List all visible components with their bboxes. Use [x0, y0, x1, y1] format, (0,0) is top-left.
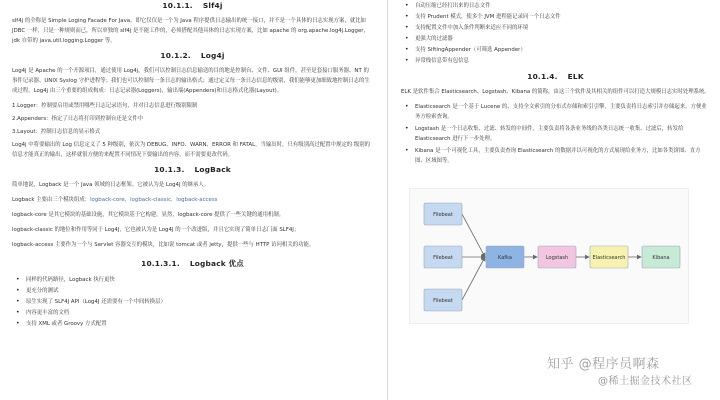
- list-item: • 异常栈信息带有包信息: [401, 56, 710, 66]
- kibana-node: [642, 246, 680, 268]
- logback-modules-list: logback-core，logback-classic，logback-access: [90, 197, 218, 203]
- diagram-node-label: Elasticsearch: [592, 255, 626, 261]
- elasticsearch-node: [590, 246, 628, 268]
- page-content: [0, 1, 387, 329]
- filebeat-node-3: [424, 289, 462, 311]
- kafka-node: [486, 246, 524, 268]
- diagram-node-label: Kafka: [498, 255, 512, 261]
- list-item: • 原生实现了 SLF4J API（Log4J 还需要有一个中间转换层）: [12, 297, 373, 307]
- list-item: • Kibana 是一个可视化工具，主要负责查询 Elasticsearch 的数据并以可视化的方式展现给业务方，比如各类饼图、直方图、区域图等。: [401, 146, 710, 166]
- list-item: • 同样的代码路径，Logback 执行更快: [12, 275, 373, 285]
- list-item: • 支持 SiftingAppender（可筛选 Appender）: [401, 45, 710, 55]
- logback-access-paragraph: logback-access 主要作为一个与 Servlet 容器交互的模块，比如说 tomcat 或者 jetty，提供一些与 HTTP 访问相关的功能。: [12, 242, 315, 248]
- section-heading-logback-advantages: 10.1.3.1. Logback 优点: [141, 259, 244, 268]
- section-heading-log4j: 10.1.2. Log4j: [160, 51, 225, 60]
- advantages-list: [12, 275, 373, 329]
- list-item: • 支持配置文件中加入条件判断来适应不同的环境: [401, 23, 710, 33]
- zhihu-watermark: 知乎 @程序员啊森: [547, 357, 660, 372]
- features-list: [401, 1, 710, 66]
- log4j-item-appenders: 2.Appenders：指定了日志将打印到控制台还是文件中: [12, 116, 144, 122]
- section-heading-elk: 10.1.4. ELK: [527, 72, 584, 81]
- diagram-node-label: Kibana: [652, 255, 670, 261]
- log4j-levels-paragraph: Log4j 中将要输出的 Log 信息定义了 5 种级别，依次为 DEBUG、INFO、WARN、ERROR 和 FATAL，当输出时，只有级别高过配置中规定的 级别的信息才能真正的输出，这样就很方便的来配置不同情况下要输出的内容，而不需要更改代码。: [12, 142, 371, 158]
- diagram-node-label: Filebeat: [433, 212, 453, 218]
- slf4j-paragraph: slf4j 的全称是 Simple Loging Facade For Java，即它仅仅是一个为 Java 程序提供日志输出的统一接口，并不是一个具体的日志实现方案，就比如 JDBC 一样，只是一种规则而已。所以单独的 slf4j 是不能工作的，必须搭配其他具体的日志实现方案，比如 apache 的 org.apache.log4j.Logger，jdk 自带的 java.util.logging.Logger 等。: [12, 18, 369, 44]
- diagram-arrow: [462, 214, 485, 257]
- document-page-right: [389, 0, 720, 400]
- page-content: [389, 1, 720, 166]
- filebeat-node-2: [424, 246, 462, 268]
- log4j-item-logger: 1.Logger：控制要启用或禁用哪些日志记录语句，并对日志信息进行级别限制: [12, 103, 198, 109]
- log4j-item-layout: 3.Layout：控制日志信息的显示格式: [12, 129, 101, 135]
- logback-modules: Logback 主要由三个模块组成：logback-core，logback-classic，logback-access: [12, 197, 218, 203]
- diagram-node-label: Logstash: [545, 255, 569, 261]
- logstash-node: [538, 246, 576, 268]
- log4j-paragraph: Log4j 是 Apache 的一个开源项目，通过使用 Log4j，我们可以控制日志信息输送的目的地是控制台、文件、GUI 组件，甚至是套接口服务器、NT 的事件记录器、UNIX Syslog 守护进程等；我们也可以控制每一条日志的输出格式；通过定义每一条日志信息的级别，我们能够更加细致地控制日志的生成过程。Log4j 由三个重要的组成构成：日志记录器(Loggers)，输出端(Appenders)和日志格式化器(Layout)。: [12, 68, 370, 94]
- diagram-arrow: [462, 257, 485, 300]
- elk-intro: ELK 是软件集合 Elasticsearch、Logstash、Kibana 的简称，由这三个软件及其相关的组件可以打造大规模日志实时处理系统。: [401, 89, 710, 95]
- list-item: • 内容更丰富的文档: [12, 308, 373, 318]
- logback-core-paragraph: logback-core 是其它模块的基础设施，其它模块基于它构建，显然，logback-core 提供了一些关键的通用机制。: [12, 212, 285, 218]
- list-item: • 支持 XML 或者 Groovy 方式配置: [12, 319, 373, 329]
- diagram-node-label: Filebeat: [433, 298, 453, 304]
- filebeat-node-1: [424, 203, 462, 225]
- diagram-canvas: [410, 189, 690, 325]
- section-heading-slf4j: 10.1.1. Slf4j: [162, 1, 223, 10]
- list-item: • Elasticsearch 是一个基于 Lucene 的、支持全文索引的分布式存储和索引引擎，主要负责将日志索引并存储起来，方便业务方检索查询。: [401, 102, 710, 122]
- list-item: • 支持 Prudent 模式，使多个 JVM 进程能记录同一个日志文件: [401, 12, 710, 22]
- diagram-node-label: Filebeat: [433, 255, 453, 261]
- logback-intro: 简单地说，Logback 是一个 Java 领域的日志框架。它被认为是 Log4J 的继承人。: [12, 182, 210, 188]
- elk-architecture-diagram: [409, 188, 689, 324]
- list-item: • 更充分的测试: [12, 286, 373, 296]
- elk-list: [401, 102, 710, 166]
- logback-classic-paragraph: logback-classic 的地位和作用等同于 Log4J，它也被认为是 Log4J 的一个改进版，并且它实现了简单日志门面 SLF4J；: [12, 227, 300, 233]
- list-item: • Logstash 是一个日志收集、过滤、转发的中间件，主要负责将各条业务线的各类日志统一收集、过滤后，转发给 Elasticsearch 进行下一步处理。: [401, 124, 710, 144]
- juejin-watermark: @稀土掘金技术社区: [598, 376, 693, 387]
- section-heading-logback: 10.1.3. LogBack: [154, 165, 231, 174]
- list-item: • 自动压缩已经打出来的日志文件: [401, 1, 710, 11]
- list-item: • 更强大的过滤器: [401, 34, 710, 44]
